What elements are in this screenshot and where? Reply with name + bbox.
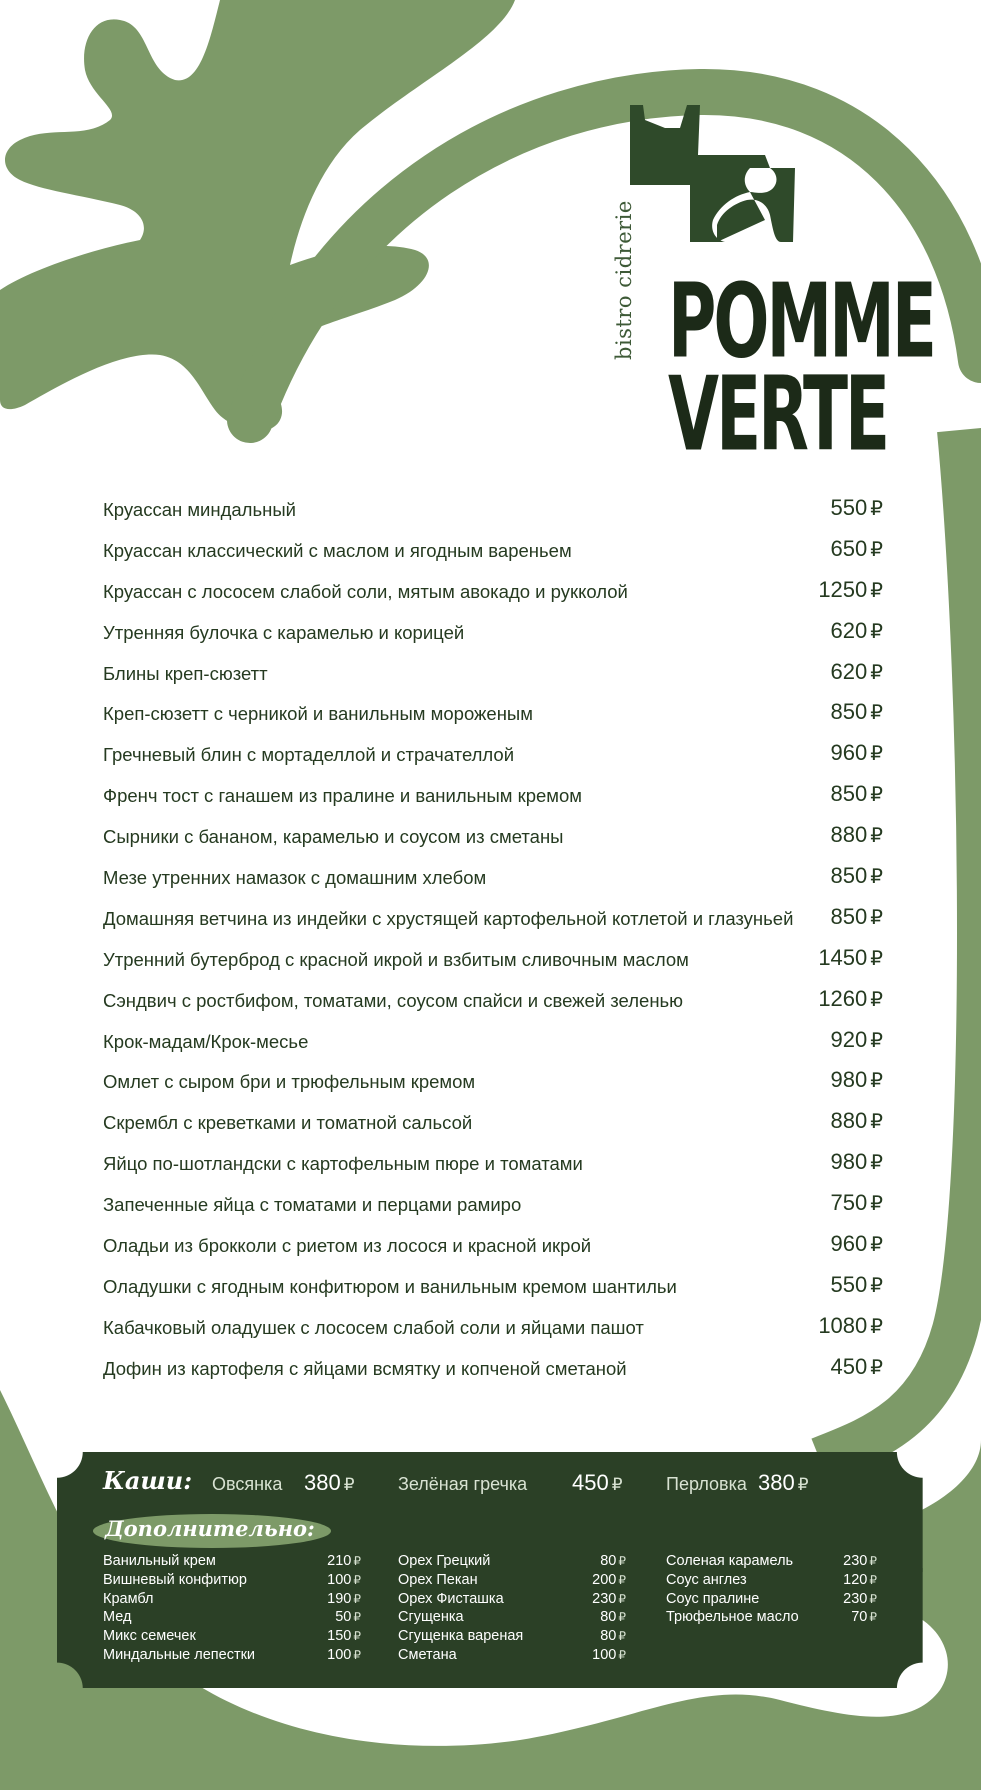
- menu-item: [103, 986, 883, 1027]
- menu-item-name: Круассан классический с маслом и ягодным вареньем: [103, 539, 572, 561]
- extras-item-name: Миндальные лепестки: [103, 1646, 256, 1663]
- extras-item: [103, 1571, 361, 1590]
- extras-item: [398, 1627, 626, 1646]
- extras-item-price: 230 ₽: [843, 1590, 877, 1607]
- extras-item: [103, 1627, 361, 1646]
- extras-item-name: Орех Фисташка: [398, 1590, 504, 1607]
- menu-item-price: 960 ₽: [830, 1231, 883, 1257]
- extras-item: [398, 1590, 626, 1609]
- extras-item-price: 190 ₽: [327, 1590, 361, 1607]
- menu-item-name: Блины креп-сюзетт: [103, 662, 268, 684]
- menu-item: [103, 1108, 883, 1149]
- menu-list: [103, 495, 883, 1395]
- extras-item-price: 200 ₽: [592, 1571, 626, 1588]
- extras-item-price: 230 ₽: [592, 1590, 626, 1607]
- extras-item-name: Мед: [103, 1609, 132, 1626]
- menu-item-name: Утренний бутерброд с красной икрой и взбитым сливочным маслом: [103, 948, 689, 970]
- menu-item: [103, 1149, 883, 1190]
- menu-item: [103, 1231, 883, 1272]
- menu-item-name: Френч тост с ганашем из пралине и ванильным кремом: [103, 785, 583, 807]
- extras-item: [666, 1571, 877, 1590]
- extras-item-name: Соус англез: [666, 1571, 747, 1588]
- extras-column-1: [103, 1552, 361, 1665]
- extras-item: [666, 1552, 877, 1571]
- menu-item: [103, 1027, 883, 1068]
- menu-item-price: 650 ₽: [830, 535, 883, 561]
- kashi-item-name: Овсянка: [212, 1474, 283, 1494]
- extras-item-name: Сметана: [398, 1646, 457, 1663]
- menu-item-name: Креп-сюзетт с черникой и ванильным мороженым: [103, 703, 533, 725]
- extras-item: [103, 1590, 361, 1609]
- menu-item-name: Сырники с бананом, карамелью и соусом из сметаны: [103, 826, 564, 848]
- extras-item: [103, 1552, 361, 1571]
- kashi-item-price: 380 ₽: [304, 1470, 355, 1495]
- menu-item-name: Скрембл с креветками и томатной сальсой: [103, 1112, 473, 1134]
- menu-item-price: 1080 ₽: [818, 1312, 883, 1338]
- extras-item-name: Соленая карамель: [666, 1553, 794, 1569]
- menu-item-price: 850 ₽: [830, 863, 883, 889]
- extras-item-price: 100 ₽: [592, 1646, 626, 1663]
- menu-item: [103, 1272, 883, 1313]
- menu-item-name: Домашняя ветчина из индейки с хрустящей картофельной котлетой и глазуньей: [103, 907, 794, 929]
- menu-item-price: 750 ₽: [830, 1190, 883, 1216]
- kashi-item-price: 450 ₽: [572, 1470, 623, 1495]
- extras-item: [398, 1552, 626, 1571]
- menu-item-price: 620 ₽: [830, 617, 883, 643]
- extras-item-price: 150 ₽: [327, 1628, 361, 1645]
- extras-item-name: Соус пралине: [666, 1590, 760, 1607]
- extras-item-price: 230 ₽: [843, 1553, 877, 1569]
- menu-item: [103, 863, 883, 904]
- menu-item: [103, 495, 883, 536]
- extras-item-price: 80 ₽: [600, 1628, 626, 1645]
- extras-item-price: 50 ₽: [335, 1609, 361, 1626]
- menu-item: [103, 1313, 883, 1354]
- extras-item: [398, 1608, 626, 1627]
- menu-item-price: 880 ₽: [830, 822, 883, 848]
- menu-item: [103, 945, 883, 986]
- menu-item-price: 880 ₽: [830, 1108, 883, 1134]
- extras-item-price: 210 ₽: [327, 1553, 361, 1569]
- extras-item-name: Микс семечек: [103, 1628, 196, 1645]
- extras-column-3: [666, 1552, 877, 1627]
- menu-item-name: Оладушки с ягодным конфитюром и ванильным кремом шантильи: [103, 1275, 677, 1297]
- extras-item-name: Сгущенка вареная: [398, 1628, 524, 1645]
- menu-item-name: Круассан с лососем слабой соли, мятым авокадо и рукколой: [103, 580, 628, 602]
- menu-item: [103, 740, 883, 781]
- extras-title: Дополнительно:: [105, 1516, 315, 1541]
- menu-item-price: 980 ₽: [830, 1149, 883, 1175]
- menu-item-price: 550 ₽: [830, 1271, 883, 1297]
- brand-name-line1: POMME: [668, 262, 934, 382]
- menu-item-name: Омлет с сыром бри и трюфельным кремом: [103, 1071, 476, 1093]
- extras-item-name: Трюфельное масло: [666, 1609, 799, 1626]
- extras-item: [103, 1608, 361, 1627]
- menu-item-name: Запеченные яйца с томатами и перцами рамиро: [103, 1194, 522, 1216]
- extras-item-price: 80 ₽: [600, 1553, 626, 1569]
- extras-item-price: 100 ₽: [327, 1646, 361, 1663]
- extras-item-name: Ванильный крем: [103, 1553, 216, 1569]
- menu-item-name: Гречневый блин с мортаделлой и страчателлой: [103, 744, 515, 766]
- menu-item-price: 850 ₽: [830, 781, 883, 807]
- menu-item: [103, 699, 883, 740]
- menu-item-price: 1250 ₽: [818, 576, 883, 602]
- extras-item-name: Орех Пекан: [398, 1571, 478, 1588]
- menu-item: [103, 1354, 883, 1395]
- menu-item-price: 550 ₽: [830, 495, 883, 520]
- menu-item: [103, 659, 883, 700]
- menu-item: [103, 822, 883, 863]
- extras-item-price: 80 ₽: [600, 1609, 626, 1626]
- extras-item-price: 120 ₽: [843, 1571, 877, 1588]
- kashi-item-name: Зелёная гречка: [398, 1474, 528, 1494]
- menu-item-name: Кабачковый оладушек с лососем слабой соли и яйцами пашот: [103, 1316, 644, 1338]
- menu-item: [103, 781, 883, 822]
- extras-item: [398, 1646, 626, 1665]
- menu-item-name: Круассан миндальный: [103, 499, 296, 520]
- kashi-title: Каши:: [103, 1466, 193, 1495]
- menu-item-name: Мезе утренних намазок с домашним хлебом: [103, 867, 487, 889]
- menu-item-price: 920 ₽: [830, 1026, 883, 1052]
- menu-item-price: 960 ₽: [830, 740, 883, 766]
- menu-item-price: 850 ₽: [830, 903, 883, 929]
- extras-item: [103, 1646, 361, 1665]
- menu-item-price: 450 ₽: [830, 1353, 883, 1379]
- extras-item-price: 100 ₽: [327, 1571, 361, 1588]
- menu-item-name: Дофин из картофеля с яйцами всмятку и копченой сметаной: [103, 1357, 627, 1379]
- extras-item: [398, 1571, 626, 1590]
- menu-item-price: 1450 ₽: [818, 944, 883, 970]
- menu-item-price: 980 ₽: [830, 1067, 883, 1093]
- extras-item-name: Крамбл: [103, 1590, 154, 1607]
- menu-item: [103, 577, 883, 618]
- menu-item-name: Оладьи из брокколи с риетом из лосося и красной икрой: [103, 1235, 592, 1257]
- brand-name-line2: VERTE: [668, 355, 888, 475]
- extras-item-name: Вишневый конфитюр: [103, 1571, 247, 1588]
- menu-item: [103, 1067, 883, 1108]
- menu-item-name: Утренняя булочка с карамелью и корицей: [103, 621, 465, 643]
- menu-item-price: 850 ₽: [830, 699, 883, 725]
- extras-column-2: [398, 1552, 626, 1665]
- menu-item-price: 1260 ₽: [818, 985, 883, 1011]
- extras-item-price: 70 ₽: [851, 1609, 877, 1626]
- menu-item: [103, 1190, 883, 1231]
- extras-item-name: Орех Грецкий: [398, 1553, 491, 1569]
- kashi-item-price: 380 ₽: [758, 1470, 809, 1495]
- extras-item: [666, 1608, 877, 1627]
- menu-item: [103, 536, 883, 577]
- menu-item-name: Сэндвич с ростбифом, томатами, соусом спайси и свежей зеленью: [103, 989, 684, 1011]
- menu-item: [103, 618, 883, 659]
- kashi-item-name: Перловка: [666, 1474, 747, 1494]
- menu-item-name: Яйцо по-шотландски с картофельным пюре и томатами: [103, 1153, 583, 1175]
- menu-item: [103, 904, 883, 945]
- extras-item-name: Сгущенка: [398, 1609, 464, 1626]
- brand-tagline: bistro cidrerie: [612, 200, 636, 360]
- extras-item: [666, 1590, 877, 1609]
- menu-item-price: 620 ₽: [830, 658, 883, 684]
- menu-item-name: Крок-мадам/Крок-месье: [103, 1030, 309, 1052]
